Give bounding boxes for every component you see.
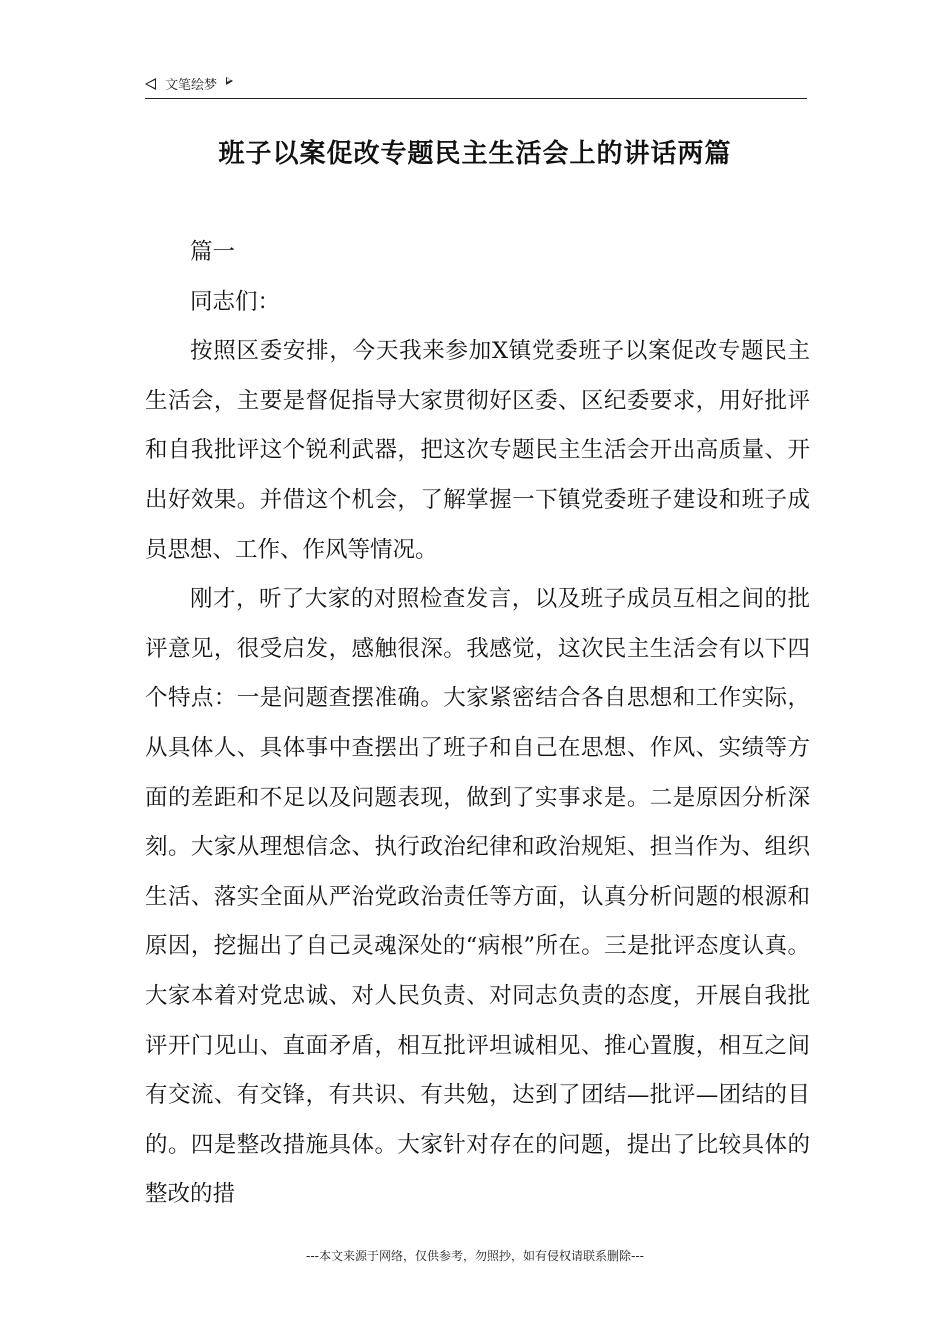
triangle-right-icon (226, 77, 233, 85)
document-body (145, 228, 810, 1220)
footer-notice: ---本文来源于网络，仅供参考，勿照抄，如有侵权请联系删除--- (306, 1249, 644, 1263)
document-title: 班子以案促改专题民主生活会上的讲话两篇 (218, 139, 732, 169)
page-header (145, 72, 807, 99)
triangle-left-icon (145, 78, 156, 90)
paragraph: 刚才，听了大家的对照检查发言，以及班子成员互相之间的批评意见，很受启发，感触很深。我感觉，这次民主生活会有以下四个特点：一是问题查摆准确。大家紧密结合各自思想和工作实际，从具体人、具体事中查摆出了班子和自己在思想、作风、实绩等方面的差距和不足以及问题表现，做到了实事求是。二是原因分析深刻。大家从理想信念、执行政治纪律和政治规矩、担当作为、组织生活、落实全面从严治党政治责任等方面，认真分析问题的根源和原因，挖掘出了自己灵魂深处的“病根”所在。三是批评态度认真。大家本着对党忠诚、对人民负责、对同志负责的态度，开展自我批评开门见山、直面矛盾，相互批评坦诚相见、推心置腹，相互之间有交流、有交锋，有共识、有共勉，达到了团结—批评—团结的目的。四是整改措施具体。大家针对存在的问题，提出了比较具体的整改的措 (145, 586, 810, 1208)
section-heading: 篇一 (190, 239, 236, 265)
paragraph: 按照区委安排，今天我来参加X镇党委班子以案促改专题民主生活会，主要是督促指导大家贯彻好区委、区纪委要求，用好批评和自我批评这个锐利武器，把这次专题民主生活会开出高质量、开出好效果。并借这个机会，了解掌握一下镇党委班子建设和班子成员思想、工作、作风等情况。 (145, 338, 810, 563)
brand-label: 文笔绘梦 (165, 78, 218, 93)
header-brand (145, 74, 233, 93)
salutation: 同志们： (190, 288, 281, 315)
